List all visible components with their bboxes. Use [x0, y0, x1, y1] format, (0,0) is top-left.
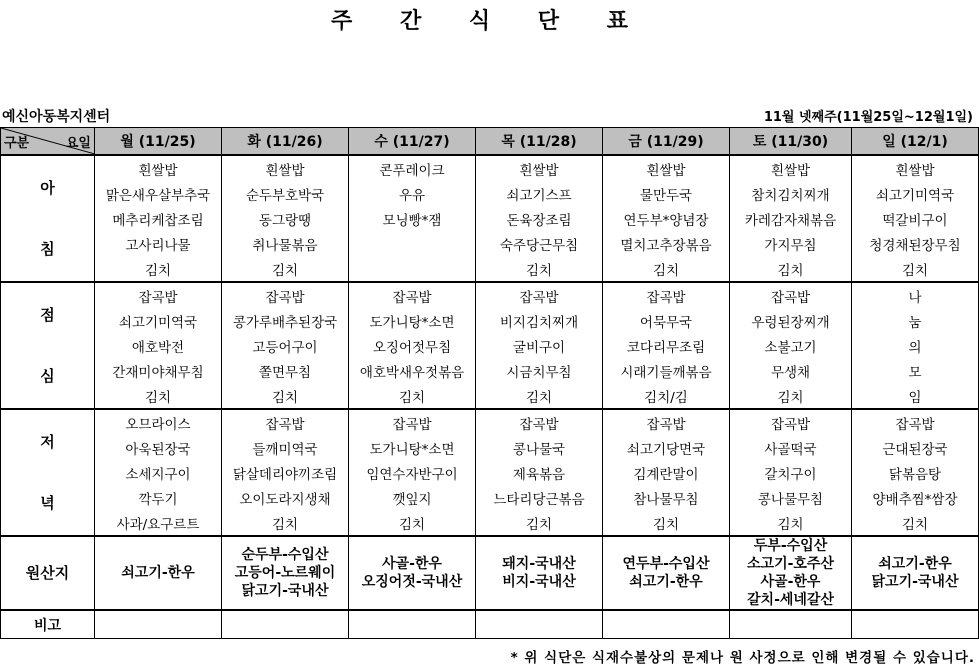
menu-item: 쫄면무침 [222, 358, 349, 383]
menu-item: 코다리무조림 [603, 333, 730, 358]
menu-item: 고사리나물 [95, 231, 222, 256]
menu-item: 잡곡밥 [603, 409, 730, 435]
menu-item: 김치 [476, 383, 603, 409]
origin-cell [730, 536, 852, 610]
center-name: 예신아동복지센터 [2, 109, 111, 125]
menu-item: 모닝빵*잼 [349, 206, 476, 231]
week-range: 11월 넷째주(11월25일~12월1일) [763, 110, 973, 125]
menu-item: 잡곡밥 [95, 282, 222, 308]
menu-item: 근대된장국 [852, 435, 979, 460]
origin-cell [95, 536, 222, 610]
note-cell [95, 610, 222, 639]
menu-item: 쇠고기미역국 [852, 181, 979, 206]
menu-item: 애호박새우젓볶음 [349, 358, 476, 383]
menu-item: 돈육장조림 [476, 206, 603, 231]
meal-label [1, 409, 95, 536]
menu-item: 도가니탕*소면 [349, 435, 476, 460]
origin-line: 두부-수입산 [753, 538, 828, 554]
menu-item: 비지김치찌개 [476, 308, 603, 333]
table-row [1, 155, 979, 181]
menu-item: 멸치고추장볶음 [603, 231, 730, 256]
menu-item: 김치 [95, 256, 222, 282]
menu-item: 시금치무침 [476, 358, 603, 383]
menu-item: 들깨미역국 [222, 435, 349, 460]
menu-item: 숙주당근무침 [476, 231, 603, 256]
menu-item: 김치 [603, 510, 730, 536]
menu-item: 제육볶음 [476, 460, 603, 485]
origin-line: 비지-국내산 [502, 574, 576, 590]
meal-label-bottom: 심 [40, 366, 55, 385]
meal-label-top: 저 [40, 432, 55, 451]
menu-item: 쇠고기스프 [476, 181, 603, 206]
table-row [1, 485, 979, 510]
menu-item: 우유 [349, 181, 476, 206]
menu-item: 사골떡국 [730, 435, 852, 460]
table-row [1, 358, 979, 383]
origin-line: 사골-한우 [382, 556, 442, 572]
origin-line: 오징어젓-국내산 [361, 574, 463, 590]
note-label: 비고 [1, 610, 95, 639]
day-header-mon: 월 (11/25) [95, 128, 222, 156]
menu-item: 김치 [476, 510, 603, 536]
table-row [1, 308, 979, 333]
meal-label-bottom: 침 [40, 239, 55, 258]
day-header-tue: 화 (11/26) [222, 128, 349, 156]
menu-item: 김치 [603, 256, 730, 282]
menu-item: 닭살데리야끼조림 [222, 460, 349, 485]
menu-item: 잡곡밥 [349, 409, 476, 435]
day-header-thu: 목 (11/28) [476, 128, 603, 156]
menu-item: 김치 [222, 256, 349, 282]
menu-item: 임연수자반구이 [349, 460, 476, 485]
origin-line: 쇠고기-한우 [121, 565, 195, 581]
menu-item: 떡갈비구이 [852, 206, 979, 231]
menu-item: 도가니탕*소면 [349, 308, 476, 333]
menu-item: 오이도라지생채 [222, 485, 349, 510]
table-row [1, 206, 979, 231]
menu-item: 임 [852, 383, 979, 409]
menu-item: 흰쌀밥 [730, 155, 852, 181]
menu-item: 흰쌀밥 [476, 155, 603, 181]
menu-item [349, 231, 476, 256]
menu-item: 김치/김 [603, 383, 730, 409]
menu-item: 양배추찜*쌈장 [852, 485, 979, 510]
menu-item: 잡곡밥 [730, 409, 852, 435]
menu-item: 닭볶음탕 [852, 460, 979, 485]
table-row [1, 256, 979, 282]
menu-item: 순두부호박국 [222, 181, 349, 206]
menu-item: 시래기들깨볶음 [603, 358, 730, 383]
menu-item: 오므라이스 [95, 409, 222, 435]
origin-cell [222, 536, 349, 610]
menu-item: 콩나물무침 [730, 485, 852, 510]
footer-note: * 위 식단은 식재수불상의 문제나 원 사정으로 인해 변경될 수 있습니다. [510, 650, 975, 666]
table-row [1, 282, 979, 308]
menu-item: 콩가루배추된장국 [222, 308, 349, 333]
menu-item: 맑은새우살부추국 [95, 181, 222, 206]
menu-item: 청경채된장무침 [852, 231, 979, 256]
menu-item: 김치 [476, 256, 603, 282]
menu-item: 아욱된장국 [95, 435, 222, 460]
menu-item: 동그랑땡 [222, 206, 349, 231]
origin-line: 닭고기-국내산 [871, 574, 959, 590]
origin-cell [603, 536, 730, 610]
menu-item: 무생채 [730, 358, 852, 383]
origin-line: 닭고기-국내산 [241, 583, 329, 599]
meal-label [1, 282, 95, 409]
menu-item: 김계란말이 [603, 460, 730, 485]
menu-item: 갈치구이 [730, 460, 852, 485]
origin-line: 쇠고기-한우 [878, 556, 952, 572]
origin-cell [349, 536, 476, 610]
menu-item [349, 256, 476, 282]
menu-item: 잡곡밥 [476, 282, 603, 308]
menu-item: 김치 [730, 256, 852, 282]
menu-item: 연두부*양념장 [603, 206, 730, 231]
menu-item: 나 [852, 282, 979, 308]
origin-line: 연두부-수입산 [622, 556, 710, 572]
menu-item: 김치 [95, 383, 222, 409]
menu-item: 잡곡밥 [603, 282, 730, 308]
origin-line: 돼지-국내산 [502, 556, 576, 572]
note-cell [476, 610, 603, 639]
table-row [1, 409, 979, 435]
meal-label [1, 155, 95, 282]
table-row [1, 460, 979, 485]
meal-label-top: 아 [40, 178, 55, 197]
menu-item: 잡곡밥 [852, 409, 979, 435]
table-row [1, 435, 979, 460]
page-title: 주 간 식 단 표 [331, 9, 648, 34]
menu-item: 김치 [349, 383, 476, 409]
menu-item: 김치 [852, 510, 979, 536]
origin-label: 원산지 [1, 536, 95, 610]
origin-line: 고등어-노르웨이 [234, 565, 336, 581]
origin-cell [852, 536, 979, 610]
menu-item: 모 [852, 358, 979, 383]
origin-line: 소고기-호주산 [747, 556, 834, 572]
menu-item: 오징어젓무침 [349, 333, 476, 358]
menu-item: 어묵무국 [603, 308, 730, 333]
menu-item: 김치 [222, 510, 349, 536]
corner-right-label: 요일 [65, 136, 91, 151]
note-cell [222, 610, 349, 639]
menu-item: 잡곡밥 [730, 282, 852, 308]
menu-item: 흰쌀밥 [852, 155, 979, 181]
menu-item: 사과/요구르트 [95, 510, 222, 536]
menu-item: 소불고기 [730, 333, 852, 358]
menu-item: 김치 [730, 383, 852, 409]
menu-item: 흰쌀밥 [95, 155, 222, 181]
menu-item: 애호박전 [95, 333, 222, 358]
meal-label-bottom: 녁 [40, 493, 55, 512]
menu-item: 흰쌀밥 [222, 155, 349, 181]
menu-item: 물만두국 [603, 181, 730, 206]
menu-item: 느타리당근볶음 [476, 485, 603, 510]
day-header-sat: 토 (11/30) [730, 128, 852, 156]
menu-item: 잡곡밥 [349, 282, 476, 308]
menu-item: 의 [852, 333, 979, 358]
menu-item: 참나물무침 [603, 485, 730, 510]
menu-item: 콘푸레이크 [349, 155, 476, 181]
header-row [1, 128, 979, 156]
origin-line: 쇠고기-한우 [629, 574, 703, 590]
day-header-fri: 금 (11/29) [603, 128, 730, 156]
menu-item: 고등어구이 [222, 333, 349, 358]
corner-cell [1, 128, 95, 156]
origin-line: 갈치-세네갈산 [747, 592, 834, 608]
menu-item: 콩나물국 [476, 435, 603, 460]
menu-item: 눔 [852, 308, 979, 333]
menu-item: 잡곡밥 [222, 409, 349, 435]
menu-item: 김치 [222, 383, 349, 409]
menu-item: 굴비구이 [476, 333, 603, 358]
table-row [1, 333, 979, 358]
origin-line: 순두부-수입산 [241, 547, 329, 563]
menu-item: 깻잎지 [349, 485, 476, 510]
table-row [1, 181, 979, 206]
origin-row [1, 536, 979, 610]
menu-item: 카레감자채볶음 [730, 206, 852, 231]
table-row [1, 510, 979, 536]
menu-item: 잡곡밥 [222, 282, 349, 308]
menu-item: 우렁된장찌개 [730, 308, 852, 333]
menu-item: 깍두기 [95, 485, 222, 510]
menu-item: 쇠고기미역국 [95, 308, 222, 333]
menu-item: 김치 [852, 256, 979, 282]
note-cell [603, 610, 730, 639]
menu-item: 참치김치찌개 [730, 181, 852, 206]
menu-item: 잡곡밥 [476, 409, 603, 435]
note-cell [852, 610, 979, 639]
menu-item: 소세지구이 [95, 460, 222, 485]
menu-item: 취나물볶음 [222, 231, 349, 256]
menu-item: 가지무침 [730, 231, 852, 256]
meal-label-top: 점 [40, 305, 55, 324]
menu-item: 김치 [349, 510, 476, 536]
menu-item: 김치 [730, 510, 852, 536]
corner-left-label: 구분 [4, 136, 30, 151]
note-row [1, 610, 979, 639]
table-row [1, 231, 979, 256]
origin-cell [476, 536, 603, 610]
table-row [1, 383, 979, 409]
menu-item: 쇠고기당면국 [603, 435, 730, 460]
menu-item: 흰쌀밥 [603, 155, 730, 181]
day-header-wed: 수 (11/27) [349, 128, 476, 156]
menu-table [0, 127, 979, 639]
menu-item: 메추리케찹조림 [95, 206, 222, 231]
day-header-sun: 일 (12/1) [852, 128, 979, 156]
note-cell [349, 610, 476, 639]
origin-line: 사골-한우 [760, 574, 821, 590]
menu-item: 간재미야채무침 [95, 358, 222, 383]
note-cell [730, 610, 852, 639]
